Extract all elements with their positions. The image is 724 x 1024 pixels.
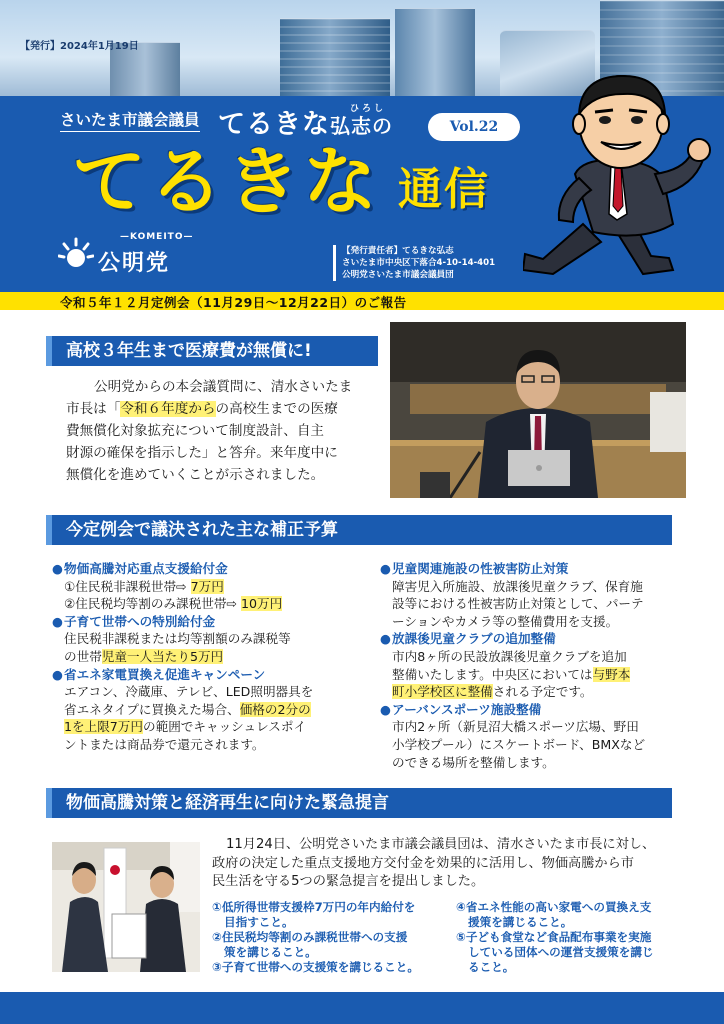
budget-item-line: ントまたは商品券で還元されます。 (64, 736, 265, 752)
sun-logo-icon (58, 236, 94, 272)
highlight-text: 与野本 (592, 666, 631, 682)
proposal-item (456, 930, 686, 975)
highlight-text: 価格の2分の (239, 701, 311, 717)
council-speech-photo (390, 322, 686, 498)
issue-date: 【発行】2024年1月19日 (20, 41, 139, 52)
section1-line: 市長は「令和６年度からの高校生までの医療 (66, 401, 338, 417)
budget-item-line: 設等における性被害防止対策として、パーテ (392, 596, 644, 612)
newsletter-title: てるきな (72, 139, 380, 225)
publisher-line: 公明党さいたま市議会議員団 (342, 270, 454, 280)
proposal-item (212, 900, 448, 930)
newsletter-title-sub: 通信 (398, 164, 490, 215)
masthead (0, 0, 724, 292)
councillor-label: さいたま市議会議員 (60, 108, 200, 132)
proposal-item (212, 930, 448, 960)
highlight-text: 7万円 (190, 578, 224, 594)
proposal-line: ①低所得世帯支援枠7万円の年内給付を (212, 900, 416, 914)
budget-item-title: ● 放課後児童クラブの追加整備 (380, 630, 680, 648)
section1-line: 財源の確保を指示した」と答弁。来年度中に (66, 445, 338, 461)
budget-item-line: 障害児入所施設、放課後児童クラブ、保育施 (392, 578, 643, 594)
budget-item-line: のできる場所を整備します。 (392, 754, 555, 770)
budget-item-line: 1を上限7万円の範囲でキャッシュレスポイ (64, 719, 307, 735)
running-caricature-illustration (523, 74, 718, 288)
budget-column-right (380, 560, 680, 771)
section1-heading: 高校３年生まで医療費が無償に! (52, 336, 378, 366)
komeito-en-label: —KOMEITO— (120, 232, 194, 242)
proposal-line: 目指すこと。 (224, 915, 294, 929)
meeting-report-text: 令和５年１２月定例会（11月29日～12月22日）のご報告 (60, 295, 407, 310)
highlight-text: 10万円 (240, 596, 283, 612)
budget-item-line: 省エネタイプに買換えた場合、価格の2分の (64, 701, 311, 717)
proposal-line: 援策を講じること。 (468, 915, 573, 929)
section3-line: 政府の決定した重点支援地方交付金を効果的に活用し、物価高騰から市 (212, 855, 634, 871)
highlight-text: 町小学校区に整備 (392, 684, 493, 700)
building-image (395, 8, 475, 98)
author-name-suffix: の (372, 114, 393, 138)
publisher-line: 【発行責任者】てるきな弘志 (342, 246, 454, 256)
section3-heading: 物価高騰対策と経済再生に向けた緊急提言 (52, 788, 672, 818)
publisher-line: さいたま市中央区下落合4-10-14-401 (342, 258, 496, 268)
author-name-kana: てるきな (218, 109, 330, 140)
highlight-text: 令和６年度から (120, 401, 216, 417)
footer-bar (0, 992, 724, 1024)
author-name-kanji: 弘志 (330, 114, 372, 138)
author-name-ruby: ひろし (350, 104, 387, 114)
meeting-report-bar (0, 292, 724, 310)
section1-body (66, 376, 386, 486)
proposal-line: ③子育て世帯への支援策を講じること。 (212, 960, 419, 974)
section1-line: 費無償化対象拡充について制度設計、自主 (66, 423, 325, 439)
proposal-line: している団体への運営支援策を講じ (468, 945, 654, 959)
budget-item-title: ● 児童関連施設の性被害防止対策 (380, 560, 680, 578)
section3-line: 11月24日、公明党さいたま市議会議員団は、清水さいたま市長に対し、 (226, 837, 656, 852)
speaker-photo-image (390, 322, 686, 498)
section1-line: 公明党からの本会議質問に、清水さいたま (94, 379, 353, 395)
budget-item-line: 小学校プール）にスケートボード、BMXなど (392, 736, 646, 752)
budget-item-title: ● 子育て世帯への特別給付金 (52, 613, 372, 631)
handover-photo-image (52, 842, 200, 972)
section2-heading: 今定例会で議決された主な補正予算 (52, 515, 672, 545)
proposal-item (212, 960, 448, 975)
proposal-handover-photo (52, 842, 200, 972)
budget-item-line: 町小学校区に整備される予定です。 (392, 684, 593, 700)
komeito-logo (58, 232, 208, 280)
budget-item-title: ● アーバンスポーツ施設整備 (380, 701, 680, 719)
budget-item-line: ーションやカメラ等の整備費用を支援。 (392, 613, 619, 629)
proposal-line: ②住民税均等割のみ課税世帯への支援 (212, 930, 408, 944)
proposal-line: ⑤子ども食堂など食品配布事業を実施 (456, 930, 652, 944)
budget-item-line: の世帯児童一人当たり5万円 (64, 648, 224, 664)
proposal-list-left (212, 900, 448, 975)
budget-item-line: 市内2ヶ所（新見沼大橋スポーツ広場、野田 (392, 719, 639, 735)
section3-body (212, 836, 682, 892)
proposal-line: ること。 (468, 960, 515, 974)
budget-item-line: ①住民税非課税世帯⇨ 7万円 (64, 578, 224, 594)
proposal-item (456, 900, 686, 930)
building-windows (280, 18, 390, 98)
budget-item-line: 住民税非課税または均等割額のみ課税等 (64, 631, 291, 647)
proposal-list-right (456, 900, 686, 975)
budget-item-line: ②住民税均等割のみ課税世帯⇨ 10万円 (64, 596, 283, 612)
budget-item-title: ● 省エネ家電買換え促進キャンペーン (52, 666, 372, 684)
budget-column-left (52, 560, 372, 754)
budget-item-line: エアコン、冷蔵庫、テレビ、LED照明器具を (64, 684, 314, 700)
proposal-line: ④省エネ性能の高い家電への買換え支 (456, 900, 652, 914)
budget-item-line: 市内8ヶ所の民設放課後児童クラブを追加 (392, 648, 627, 664)
budget-item-line: 整備いたします。中央区においては与野本 (392, 666, 631, 682)
section1-line: 無償化を進めていくことが示されました。 (66, 467, 325, 483)
budget-item-title: ● 物価高騰対応重点支援給付金 (52, 560, 372, 578)
highlight-text: 児童一人当たり5万円 (101, 648, 224, 664)
komeito-jp-label: 公明党 (98, 251, 171, 276)
section3-line: 民生活を守る5つの緊急提言を提出しました。 (212, 874, 485, 889)
proposal-line: 策を講じること。 (224, 945, 317, 959)
volume-badge: Vol.22 (428, 113, 520, 141)
highlight-text: 1を上限7万円 (64, 719, 143, 735)
